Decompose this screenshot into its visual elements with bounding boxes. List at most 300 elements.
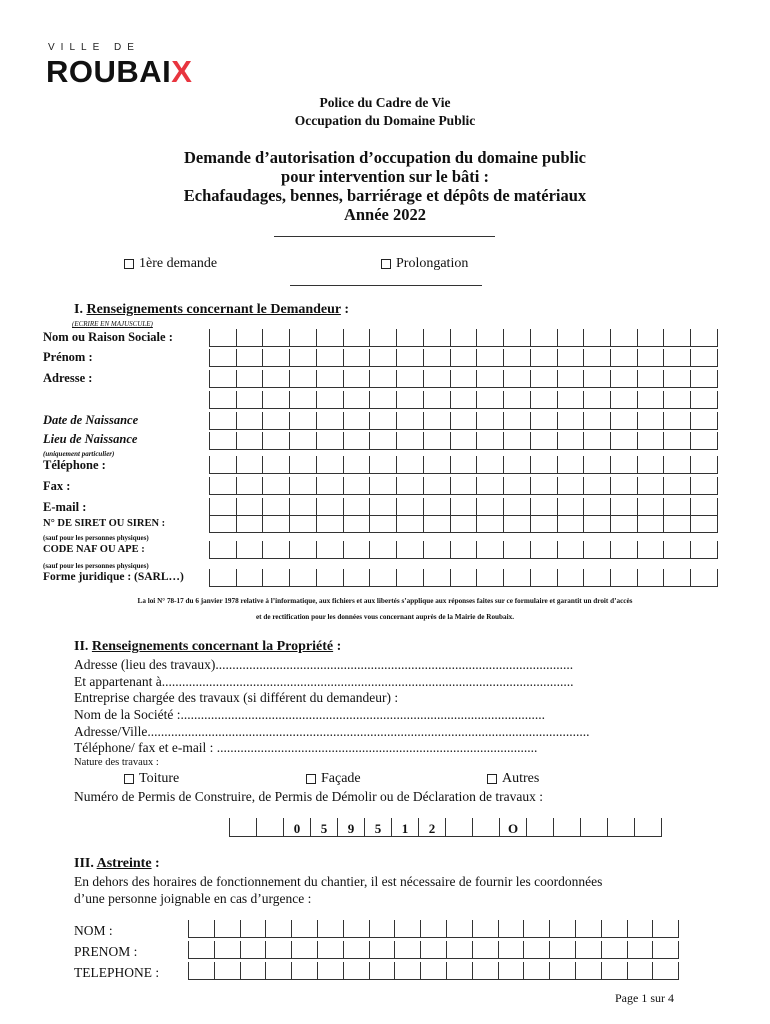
- character-box[interactable]: [611, 432, 638, 449]
- character-box[interactable]: [397, 329, 424, 346]
- character-box[interactable]: [318, 941, 344, 958]
- character-box[interactable]: [424, 412, 451, 429]
- character-box[interactable]: [263, 329, 290, 346]
- legal-form-field[interactable]: [209, 569, 718, 587]
- character-box[interactable]: [266, 941, 292, 958]
- character-box[interactable]: [691, 541, 718, 558]
- character-box[interactable]: [638, 349, 665, 366]
- permit-digit[interactable]: [607, 818, 634, 836]
- character-box[interactable]: [215, 962, 241, 979]
- character-box[interactable]: [447, 920, 473, 937]
- character-box[interactable]: [664, 391, 691, 408]
- character-box[interactable]: [344, 456, 371, 473]
- firstname-field[interactable]: [209, 349, 718, 367]
- character-box[interactable]: [611, 477, 638, 494]
- character-box[interactable]: [241, 941, 267, 958]
- character-box[interactable]: [237, 432, 264, 449]
- works-roof-option[interactable]: [124, 771, 179, 787]
- character-box[interactable]: [397, 370, 424, 387]
- character-box[interactable]: [266, 962, 292, 979]
- name-field[interactable]: [209, 329, 718, 347]
- character-box[interactable]: [421, 962, 447, 979]
- character-box[interactable]: [210, 515, 237, 532]
- character-box[interactable]: [344, 477, 371, 494]
- character-box[interactable]: [504, 498, 531, 515]
- character-box[interactable]: [584, 432, 611, 449]
- character-box[interactable]: [344, 515, 371, 532]
- character-box[interactable]: [558, 412, 585, 429]
- siret-field[interactable]: [209, 515, 718, 533]
- character-box[interactable]: [558, 391, 585, 408]
- birth-date-field[interactable]: [209, 412, 718, 430]
- character-box[interactable]: [344, 920, 370, 937]
- character-box[interactable]: [210, 477, 237, 494]
- works-facade-checkbox[interactable]: [306, 774, 316, 784]
- character-box[interactable]: [477, 541, 504, 558]
- character-box[interactable]: [210, 412, 237, 429]
- character-box[interactable]: [638, 391, 665, 408]
- character-box[interactable]: [550, 920, 576, 937]
- character-box[interactable]: [317, 456, 344, 473]
- character-box[interactable]: [531, 456, 558, 473]
- character-box[interactable]: [215, 941, 241, 958]
- character-box[interactable]: [424, 432, 451, 449]
- character-box[interactable]: [397, 432, 424, 449]
- character-box[interactable]: [317, 329, 344, 346]
- character-box[interactable]: [210, 456, 237, 473]
- character-box[interactable]: [263, 349, 290, 366]
- company-name-line[interactable]: Nom de la Société :............................................................................................................: [74, 707, 545, 722]
- character-box[interactable]: [504, 515, 531, 532]
- character-box[interactable]: [664, 432, 691, 449]
- character-box[interactable]: [584, 541, 611, 558]
- character-box[interactable]: [477, 456, 504, 473]
- character-box[interactable]: [237, 515, 264, 532]
- character-box[interactable]: [237, 412, 264, 429]
- character-box[interactable]: [370, 370, 397, 387]
- permit-digit[interactable]: [553, 818, 580, 836]
- character-box[interactable]: [584, 349, 611, 366]
- character-box[interactable]: [395, 962, 421, 979]
- character-box[interactable]: [263, 456, 290, 473]
- character-box[interactable]: [395, 941, 421, 958]
- character-box[interactable]: [397, 477, 424, 494]
- character-box[interactable]: [241, 920, 267, 937]
- character-box[interactable]: [664, 477, 691, 494]
- character-box[interactable]: [451, 569, 478, 586]
- character-box[interactable]: [263, 569, 290, 586]
- character-box[interactable]: [370, 329, 397, 346]
- character-box[interactable]: [477, 329, 504, 346]
- character-box[interactable]: [290, 477, 317, 494]
- property-address-line[interactable]: Adresse (lieu des travaux)..........................................................................................................: [74, 657, 574, 672]
- permit-digit[interactable]: [256, 818, 283, 836]
- character-box[interactable]: [504, 477, 531, 494]
- character-box[interactable]: [558, 432, 585, 449]
- character-box[interactable]: [370, 456, 397, 473]
- character-box[interactable]: [451, 498, 478, 515]
- character-box[interactable]: [344, 391, 371, 408]
- character-box[interactable]: [370, 569, 397, 586]
- character-box[interactable]: [576, 941, 602, 958]
- character-box[interactable]: [237, 569, 264, 586]
- character-box[interactable]: [531, 391, 558, 408]
- character-box[interactable]: [215, 920, 241, 937]
- permit-digit[interactable]: 0: [283, 818, 310, 836]
- character-box[interactable]: [664, 569, 691, 586]
- character-box[interactable]: [290, 432, 317, 449]
- character-box[interactable]: [210, 391, 237, 408]
- character-box[interactable]: [531, 569, 558, 586]
- character-box[interactable]: [499, 941, 525, 958]
- character-box[interactable]: [292, 962, 318, 979]
- character-box[interactable]: [451, 477, 478, 494]
- works-other-option[interactable]: [487, 771, 539, 787]
- character-box[interactable]: [263, 477, 290, 494]
- character-box[interactable]: [451, 541, 478, 558]
- character-box[interactable]: [638, 477, 665, 494]
- character-box[interactable]: [664, 541, 691, 558]
- character-box[interactable]: [451, 329, 478, 346]
- character-box[interactable]: [611, 412, 638, 429]
- character-box[interactable]: [290, 515, 317, 532]
- character-box[interactable]: [524, 920, 550, 937]
- works-other-checkbox[interactable]: [487, 774, 497, 784]
- character-box[interactable]: [263, 432, 290, 449]
- property-owner-line[interactable]: Et appartenant à..........................................................................................................................: [74, 674, 574, 689]
- character-box[interactable]: [473, 941, 499, 958]
- character-box[interactable]: [628, 962, 654, 979]
- character-box[interactable]: [210, 432, 237, 449]
- character-box[interactable]: [290, 412, 317, 429]
- character-box[interactable]: [531, 432, 558, 449]
- character-box[interactable]: [317, 569, 344, 586]
- character-box[interactable]: [550, 941, 576, 958]
- character-box[interactable]: [241, 962, 267, 979]
- address-field-line-2[interactable]: [209, 391, 718, 409]
- character-box[interactable]: [628, 920, 654, 937]
- character-box[interactable]: [477, 412, 504, 429]
- character-box[interactable]: [653, 941, 679, 958]
- character-box[interactable]: [638, 412, 665, 429]
- character-box[interactable]: [611, 329, 638, 346]
- email-field[interactable]: [209, 498, 718, 516]
- character-box[interactable]: [344, 329, 371, 346]
- character-box[interactable]: [370, 412, 397, 429]
- permit-digit[interactable]: 5: [310, 818, 337, 836]
- extension-checkbox[interactable]: [381, 259, 391, 269]
- character-box[interactable]: [504, 541, 531, 558]
- character-box[interactable]: [477, 391, 504, 408]
- character-box[interactable]: [266, 920, 292, 937]
- character-box[interactable]: [691, 498, 718, 515]
- character-box[interactable]: [473, 962, 499, 979]
- character-box[interactable]: [531, 477, 558, 494]
- character-box[interactable]: [344, 541, 371, 558]
- character-box[interactable]: [263, 498, 290, 515]
- character-box[interactable]: [504, 432, 531, 449]
- character-box[interactable]: [584, 456, 611, 473]
- character-box[interactable]: [237, 541, 264, 558]
- character-box[interactable]: [504, 370, 531, 387]
- character-box[interactable]: [584, 477, 611, 494]
- character-box[interactable]: [210, 370, 237, 387]
- character-box[interactable]: [344, 412, 371, 429]
- character-box[interactable]: [290, 391, 317, 408]
- character-box[interactable]: [344, 349, 371, 366]
- character-box[interactable]: [421, 941, 447, 958]
- character-box[interactable]: [558, 515, 585, 532]
- character-box[interactable]: [531, 515, 558, 532]
- character-box[interactable]: [504, 391, 531, 408]
- character-box[interactable]: [290, 541, 317, 558]
- character-box[interactable]: [344, 370, 371, 387]
- character-box[interactable]: [318, 920, 344, 937]
- character-box[interactable]: [451, 412, 478, 429]
- permit-digit[interactable]: [634, 818, 662, 836]
- emergency-phone-field[interactable]: [188, 962, 679, 980]
- character-box[interactable]: [558, 329, 585, 346]
- character-box[interactable]: [664, 498, 691, 515]
- character-box[interactable]: [318, 962, 344, 979]
- character-box[interactable]: [237, 391, 264, 408]
- character-box[interactable]: [370, 432, 397, 449]
- character-box[interactable]: [263, 515, 290, 532]
- character-box[interactable]: [370, 498, 397, 515]
- character-box[interactable]: [447, 941, 473, 958]
- character-box[interactable]: [602, 941, 628, 958]
- character-box[interactable]: [397, 391, 424, 408]
- character-box[interactable]: [691, 329, 718, 346]
- naf-field[interactable]: [209, 541, 718, 559]
- character-box[interactable]: [691, 456, 718, 473]
- character-box[interactable]: [504, 412, 531, 429]
- character-box[interactable]: [558, 456, 585, 473]
- character-box[interactable]: [691, 391, 718, 408]
- character-box[interactable]: [210, 349, 237, 366]
- character-box[interactable]: [263, 391, 290, 408]
- character-box[interactable]: [691, 370, 718, 387]
- character-box[interactable]: [447, 962, 473, 979]
- character-box[interactable]: [531, 541, 558, 558]
- character-box[interactable]: [395, 920, 421, 937]
- character-box[interactable]: [531, 370, 558, 387]
- permit-digit[interactable]: O: [499, 818, 526, 836]
- character-box[interactable]: [638, 432, 665, 449]
- character-box[interactable]: [524, 962, 550, 979]
- character-box[interactable]: [290, 349, 317, 366]
- character-box[interactable]: [611, 569, 638, 586]
- character-box[interactable]: [189, 941, 215, 958]
- character-box[interactable]: [664, 456, 691, 473]
- works-facade-option[interactable]: [306, 771, 361, 787]
- character-box[interactable]: [237, 349, 264, 366]
- character-box[interactable]: [317, 541, 344, 558]
- character-box[interactable]: [602, 920, 628, 937]
- permit-digit[interactable]: 1: [391, 818, 418, 836]
- character-box[interactable]: [317, 412, 344, 429]
- character-box[interactable]: [317, 370, 344, 387]
- character-box[interactable]: [611, 349, 638, 366]
- permit-digit[interactable]: [526, 818, 553, 836]
- character-box[interactable]: [370, 477, 397, 494]
- character-box[interactable]: [638, 515, 665, 532]
- character-box[interactable]: [397, 456, 424, 473]
- character-box[interactable]: [499, 920, 525, 937]
- first-request-checkbox[interactable]: [124, 259, 134, 269]
- company-address-line[interactable]: Adresse/Ville...................................................................................................................................: [74, 724, 590, 739]
- character-box[interactable]: [691, 432, 718, 449]
- first-request-option[interactable]: [124, 256, 217, 272]
- character-box[interactable]: [691, 569, 718, 586]
- character-box[interactable]: [263, 370, 290, 387]
- character-box[interactable]: [611, 391, 638, 408]
- character-box[interactable]: [397, 412, 424, 429]
- permit-digit[interactable]: [229, 818, 256, 836]
- character-box[interactable]: [504, 456, 531, 473]
- permit-number-field[interactable]: [229, 818, 662, 837]
- character-box[interactable]: [424, 541, 451, 558]
- character-box[interactable]: [344, 498, 371, 515]
- character-box[interactable]: [317, 349, 344, 366]
- character-box[interactable]: [237, 370, 264, 387]
- character-box[interactable]: [237, 456, 264, 473]
- character-box[interactable]: [611, 370, 638, 387]
- character-box[interactable]: [397, 498, 424, 515]
- character-box[interactable]: [504, 569, 531, 586]
- character-box[interactable]: [611, 515, 638, 532]
- character-box[interactable]: [290, 370, 317, 387]
- permit-digit[interactable]: 5: [364, 818, 391, 836]
- phone-field[interactable]: [209, 456, 718, 474]
- character-box[interactable]: [451, 349, 478, 366]
- character-box[interactable]: [473, 920, 499, 937]
- character-box[interactable]: [451, 456, 478, 473]
- character-box[interactable]: [344, 432, 371, 449]
- company-phone-line[interactable]: Téléphone/ fax et e-mail : ...............................................................................................: [74, 740, 538, 755]
- character-box[interactable]: [477, 349, 504, 366]
- character-box[interactable]: [237, 329, 264, 346]
- character-box[interactable]: [477, 370, 504, 387]
- address-field-line-1[interactable]: [209, 370, 718, 388]
- character-box[interactable]: [263, 412, 290, 429]
- character-box[interactable]: [424, 391, 451, 408]
- character-box[interactable]: [317, 391, 344, 408]
- character-box[interactable]: [344, 941, 370, 958]
- permit-digit[interactable]: 9: [337, 818, 364, 836]
- character-box[interactable]: [504, 349, 531, 366]
- character-box[interactable]: [370, 541, 397, 558]
- character-box[interactable]: [421, 920, 447, 937]
- character-box[interactable]: [638, 456, 665, 473]
- character-box[interactable]: [638, 498, 665, 515]
- character-box[interactable]: [424, 349, 451, 366]
- character-box[interactable]: [344, 962, 370, 979]
- character-box[interactable]: [451, 370, 478, 387]
- character-box[interactable]: [290, 569, 317, 586]
- character-box[interactable]: [638, 541, 665, 558]
- character-box[interactable]: [558, 498, 585, 515]
- character-box[interactable]: [210, 569, 237, 586]
- character-box[interactable]: [504, 329, 531, 346]
- emergency-last-name-field[interactable]: [188, 920, 679, 938]
- character-box[interactable]: [653, 920, 679, 937]
- character-box[interactable]: [558, 569, 585, 586]
- character-box[interactable]: [317, 515, 344, 532]
- character-box[interactable]: [638, 370, 665, 387]
- character-box[interactable]: [558, 349, 585, 366]
- character-box[interactable]: [397, 515, 424, 532]
- character-box[interactable]: [653, 962, 679, 979]
- character-box[interactable]: [477, 477, 504, 494]
- character-box[interactable]: [317, 498, 344, 515]
- character-box[interactable]: [424, 370, 451, 387]
- character-box[interactable]: [664, 370, 691, 387]
- character-box[interactable]: [237, 498, 264, 515]
- character-box[interactable]: [691, 515, 718, 532]
- character-box[interactable]: [477, 569, 504, 586]
- character-box[interactable]: [584, 391, 611, 408]
- character-box[interactable]: [451, 432, 478, 449]
- character-box[interactable]: [531, 498, 558, 515]
- character-box[interactable]: [424, 498, 451, 515]
- character-box[interactable]: [210, 541, 237, 558]
- character-box[interactable]: [611, 541, 638, 558]
- works-roof-checkbox[interactable]: [124, 774, 134, 784]
- character-box[interactable]: [189, 962, 215, 979]
- character-box[interactable]: [292, 920, 318, 937]
- character-box[interactable]: [397, 569, 424, 586]
- character-box[interactable]: [451, 391, 478, 408]
- character-box[interactable]: [317, 477, 344, 494]
- character-box[interactable]: [292, 941, 318, 958]
- character-box[interactable]: [477, 432, 504, 449]
- character-box[interactable]: [424, 477, 451, 494]
- character-box[interactable]: [638, 329, 665, 346]
- emergency-first-name-field[interactable]: [188, 941, 679, 959]
- character-box[interactable]: [611, 456, 638, 473]
- character-box[interactable]: [424, 515, 451, 532]
- character-box[interactable]: [691, 349, 718, 366]
- character-box[interactable]: [550, 962, 576, 979]
- character-box[interactable]: [664, 412, 691, 429]
- character-box[interactable]: [397, 349, 424, 366]
- character-box[interactable]: [263, 541, 290, 558]
- character-box[interactable]: [611, 498, 638, 515]
- character-box[interactable]: [477, 498, 504, 515]
- character-box[interactable]: [584, 412, 611, 429]
- character-box[interactable]: [584, 370, 611, 387]
- character-box[interactable]: [370, 941, 396, 958]
- character-box[interactable]: [424, 569, 451, 586]
- character-box[interactable]: [317, 432, 344, 449]
- extension-option[interactable]: [381, 256, 468, 272]
- character-box[interactable]: [602, 962, 628, 979]
- character-box[interactable]: [424, 329, 451, 346]
- character-box[interactable]: [664, 329, 691, 346]
- character-box[interactable]: [499, 962, 525, 979]
- character-box[interactable]: [558, 541, 585, 558]
- character-box[interactable]: [531, 412, 558, 429]
- character-box[interactable]: [531, 349, 558, 366]
- character-box[interactable]: [691, 412, 718, 429]
- character-box[interactable]: [237, 477, 264, 494]
- character-box[interactable]: [558, 477, 585, 494]
- character-box[interactable]: [691, 477, 718, 494]
- birth-place-field[interactable]: [209, 432, 718, 450]
- character-box[interactable]: [370, 515, 397, 532]
- character-box[interactable]: [531, 329, 558, 346]
